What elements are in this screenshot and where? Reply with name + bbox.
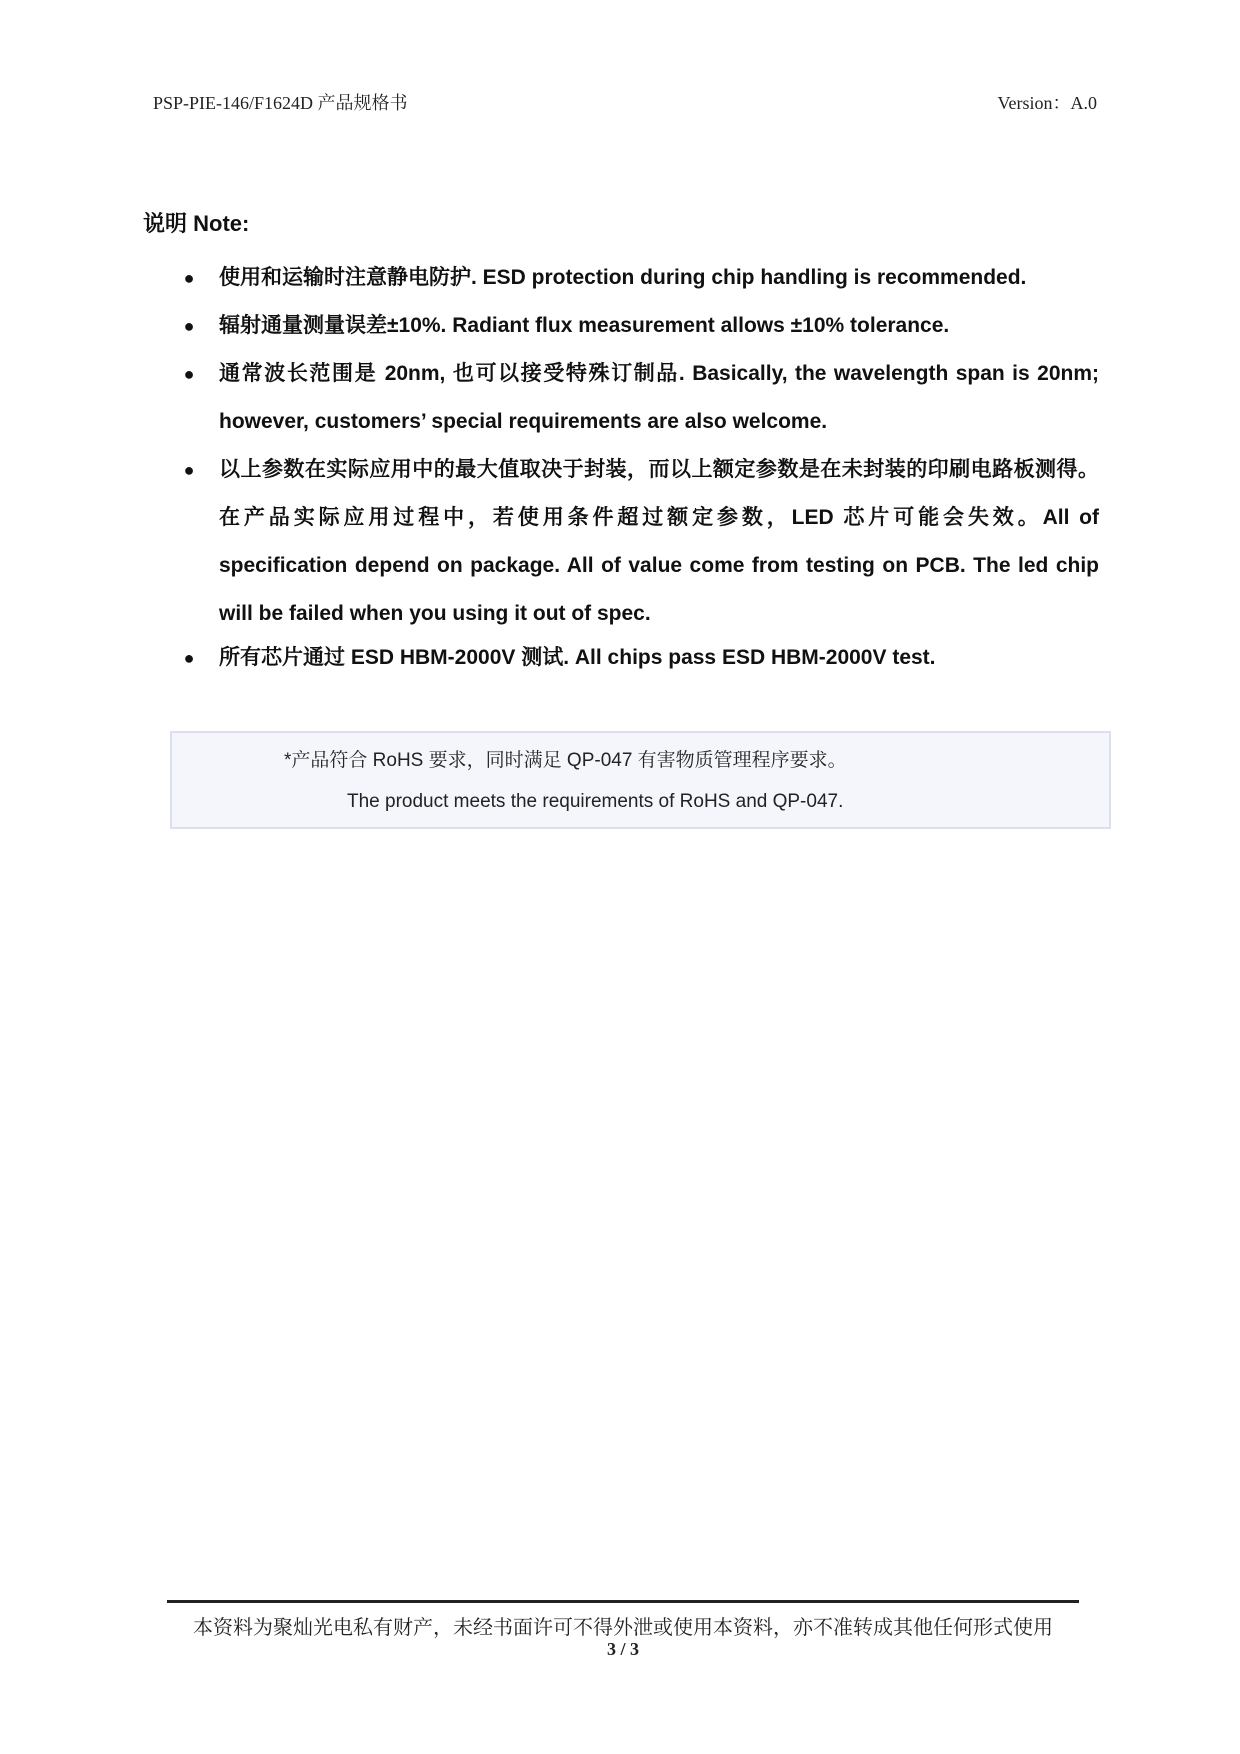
bullet-icon: ● [183,316,195,336]
note-heading: 说明 Note: [143,211,250,236]
note-item [179,446,1099,638]
page-number: 3 / 3 [606,1639,639,1659]
footer-divider [167,1600,1079,1603]
note-text: 通常波长范围是 20nm, 也可以接受特殊订制品. Basically, the wavelength span is 20nm; however, customers’ special requirements are also welcome. [219,362,1099,433]
notes-list [179,254,1099,682]
document-title: PSP-PIE-146/F1624D 产品规格书 [153,93,408,113]
bullet-icon: ● [183,460,195,480]
bullet-icon: ● [183,364,195,384]
footer-notice: 本资料为聚灿光电私有财产，未经书面许可不得外泄或使用本资料，亦不准转成其他任何形式使用 [193,1617,1053,1639]
bullet-icon: ● [183,648,195,668]
rohs-notice-cn: *产品符合 RoHS 要求，同时满足 QP-047 有害物质管理程序要求。 [284,750,847,771]
rohs-notice-en: The product meets the requirements of RoHS and QP-047. [347,791,844,812]
note-item [179,350,1099,446]
note-text: 所有芯片通过 ESD HBM-2000V 测试. All chips pass ESD HBM-2000V test. [219,646,936,669]
note-item [179,634,1099,682]
bullet-icon: ● [183,268,195,288]
note-item [179,254,1099,302]
note-text: 以上参数在实际应用中的最大值取决于封装，而以上额定参数是在未封装的印刷电路板测得。在产品实际应用过程中，若使用条件超过额定参数，LED 芯片可能会失效。All of specification depend on package. All of value come from testing on PCB. The led chip will be failed when you using it out of spec. [219,458,1099,625]
note-text: 辐射通量测量误差±10%. Radiant flux measurement allows ±10% tolerance. [219,314,950,337]
note-text: 使用和运输时注意静电防护. ESD protection during chip handling is recommended. [219,266,1027,289]
version-label: Version：A.0 [997,93,1097,113]
rohs-notice-box [170,731,1111,829]
note-item [179,302,1099,350]
